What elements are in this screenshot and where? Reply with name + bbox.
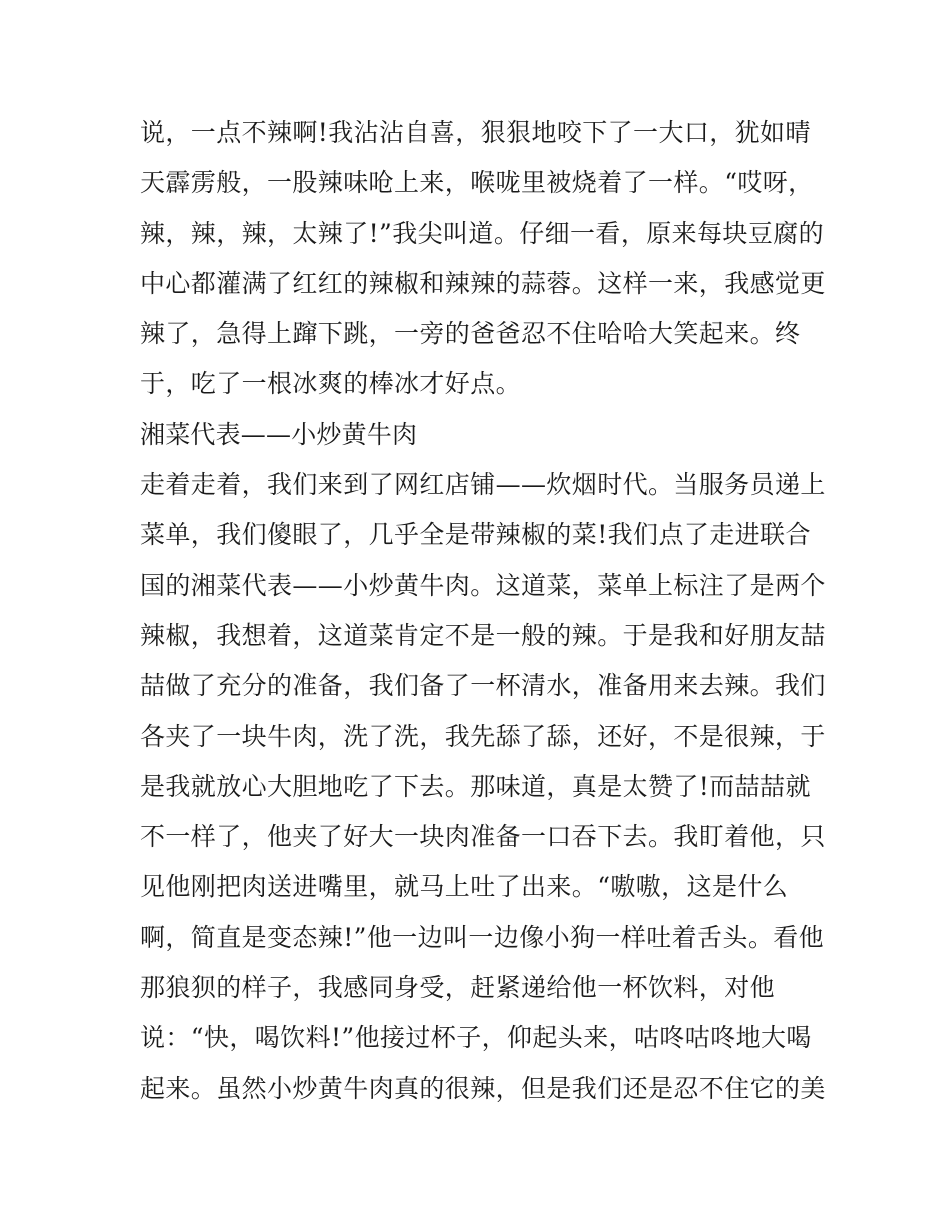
body-text bbox=[140, 108, 826, 1114]
text-line-19: 说：“快，喝饮料!”他接过杯子，仰起头来，咕咚咕咚地大喝 bbox=[140, 1023, 812, 1053]
text-line-11: 辣椒，我想着，这道菜肯定不是一般的辣。于是我和好朋友喆 bbox=[140, 620, 826, 650]
text-line-1: 说，一点不辣啊!我沾沾自喜，狠狠地咬下了一大口，犹如晴 bbox=[140, 118, 811, 147]
text-line-17: 啊，简直是变态辣!”他一边叫一边像小狗一样吐着舌头。看他 bbox=[140, 922, 825, 952]
section-heading: 湘菜代表——小炒黄牛肉 bbox=[140, 419, 418, 449]
text-line-20: 起来。虽然小炒黄牛肉真的很辣，但是我们还是忍不住它的美 bbox=[140, 1073, 826, 1103]
text-line-15: 不一样了，他夹了好大一块肉准备一口吞下去。我盯着他，只 bbox=[140, 822, 826, 852]
text-line-18: 那狼狈的样子，我感同身受，赶紧递给他一杯饮料，对他 bbox=[140, 973, 776, 1003]
text-line-14: 是我就放心大胆地吃了下去。那味道，真是太赞了!而喆喆就 bbox=[140, 771, 811, 801]
text-line-2: 天霹雳般，一股辣味呛上来，喉咙里被烧着了一样。“哎呀， bbox=[140, 168, 814, 198]
text-line-16: 见他刚把肉送进嘴里，就马上吐了出来。“嗷嗷，这是什么 bbox=[140, 872, 789, 902]
text-line-8: 走着走着，我们来到了网红店铺——炊烟时代。当服务员递上 bbox=[140, 470, 826, 500]
text-line-6: 于，吃了一根冰爽的棒冰才好点。 bbox=[140, 369, 522, 399]
text-line-3: 辣，辣，辣，太辣了!”我尖叫道。仔细一看，原来每块豆腐的 bbox=[140, 218, 825, 248]
text-line-4: 中心都灌满了红红的辣椒和辣辣的蒜蓉。这样一来，我感觉更 bbox=[140, 268, 826, 298]
text-line-12: 喆做了充分的准备，我们备了一杯清水，准备用来去辣。我们 bbox=[140, 671, 826, 701]
text-line-9: 菜单，我们傻眼了，几乎全是带辣椒的菜!我们点了走进联合 bbox=[140, 520, 811, 550]
text-line-13: 各夹了一块牛肉，洗了洗，我先舔了舔，还好，不是很辣，于 bbox=[140, 721, 826, 751]
text-line-5: 辣了，急得上蹿下跳，一旁的爸爸忍不住哈哈大笑起来。终 bbox=[140, 319, 801, 349]
text-line-10: 国的湘菜代表——小炒黄牛肉。这道菜，菜单上标注了是两个 bbox=[140, 570, 826, 600]
